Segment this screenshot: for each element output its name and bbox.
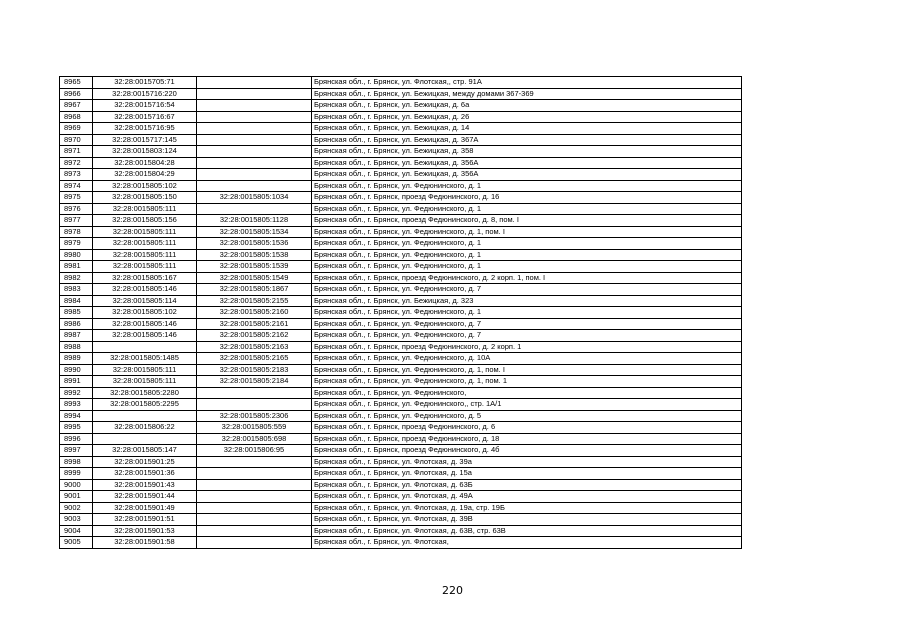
address-cell: Брянская обл., г. Брянск, ул. Федюнинского, д. 1: [312, 180, 742, 192]
address-cell: Брянская обл., г. Брянск, проезд Федюнинского, д. 2 корп. 1, пом. I: [312, 272, 742, 284]
address-cell: Брянская обл., г. Брянск, ул. Федюнинского, д. 5: [312, 410, 742, 422]
related-cadastral-number-cell: [197, 491, 312, 503]
table-row: [60, 307, 742, 319]
row-number-cell: 8997: [60, 445, 93, 457]
cadastral-number-cell: 32:28:0015901:53: [93, 525, 197, 537]
cadastral-number-cell: 32:28:0015716:220: [93, 88, 197, 100]
related-cadastral-number-cell: [197, 387, 312, 399]
table-row: [60, 169, 742, 181]
table-row: [60, 100, 742, 112]
related-cadastral-number-cell: 32:28:0015805:1867: [197, 284, 312, 296]
address-cell: Брянская обл., г. Брянск, ул. Федюнинского, д. 1: [312, 307, 742, 319]
related-cadastral-number-cell: 32:28:0015805:1534: [197, 226, 312, 238]
row-number-cell: 8984: [60, 295, 93, 307]
related-cadastral-number-cell: 32:28:0015805:2160: [197, 307, 312, 319]
related-cadastral-number-cell: [197, 180, 312, 192]
related-cadastral-number-cell: 32:28:0015805:1128: [197, 215, 312, 227]
cadastral-number-cell: 32:28:0015805:2295: [93, 399, 197, 411]
cadastral-number-cell: [93, 341, 197, 353]
row-number-cell: 8969: [60, 123, 93, 135]
cadastral-number-cell: 32:28:0015705:71: [93, 77, 197, 89]
table-row: [60, 399, 742, 411]
cadastral-number-cell: 32:28:0015805:114: [93, 295, 197, 307]
cadastral-number-cell: 32:28:0015716:95: [93, 123, 197, 135]
address-cell: Брянская обл., г. Брянск, ул. Флотская, д. 39В: [312, 514, 742, 526]
related-cadastral-number-cell: 32:28:0015805:2184: [197, 376, 312, 388]
related-cadastral-number-cell: [197, 123, 312, 135]
related-cadastral-number-cell: [197, 456, 312, 468]
row-number-cell: 8989: [60, 353, 93, 365]
address-cell: Брянская обл., г. Брянск, ул. Федюнинского, д. 7: [312, 330, 742, 342]
cadastral-number-cell: 32:28:0015716:54: [93, 100, 197, 112]
cadastral-number-cell: 32:28:0015901:25: [93, 456, 197, 468]
row-number-cell: 9003: [60, 514, 93, 526]
table-row: [60, 491, 742, 503]
cadastral-number-cell: 32:28:0015805:111: [93, 249, 197, 261]
row-number-cell: 8996: [60, 433, 93, 445]
related-cadastral-number-cell: 32:28:0015805:2161: [197, 318, 312, 330]
row-number-cell: 8973: [60, 169, 93, 181]
related-cadastral-number-cell: [197, 468, 312, 480]
cadastral-number-cell: 32:28:0015804:28: [93, 157, 197, 169]
row-number-cell: 9002: [60, 502, 93, 514]
cadastral-number-cell: 32:28:0015901:51: [93, 514, 197, 526]
related-cadastral-number-cell: 32:28:0015805:2162: [197, 330, 312, 342]
related-cadastral-number-cell: 32:28:0015805:1034: [197, 192, 312, 204]
row-number-cell: 8979: [60, 238, 93, 250]
related-cadastral-number-cell: [197, 537, 312, 549]
address-cell: Брянская обл., г. Брянск, ул. Федюнинского,, стр. 1А/1: [312, 399, 742, 411]
cadastral-number-cell: 32:28:0015805:167: [93, 272, 197, 284]
row-number-cell: 8993: [60, 399, 93, 411]
related-cadastral-number-cell: 32:28:0015805:1536: [197, 238, 312, 250]
table-row: [60, 123, 742, 135]
row-number-cell: 8981: [60, 261, 93, 273]
address-cell: Брянская обл., г. Брянск, ул. Федюнинского, д. 1: [312, 238, 742, 250]
row-number-cell: 8991: [60, 376, 93, 388]
cadastral-number-cell: [93, 410, 197, 422]
related-cadastral-number-cell: [197, 157, 312, 169]
related-cadastral-number-cell: [197, 203, 312, 215]
address-cell: Брянская обл., г. Брянск, ул. Бежицкая, д. 26: [312, 111, 742, 123]
table-row: [60, 111, 742, 123]
table-row: [60, 272, 742, 284]
row-number-cell: 8988: [60, 341, 93, 353]
cadastral-number-cell: 32:28:0015805:111: [93, 364, 197, 376]
cadastral-number-cell: [93, 433, 197, 445]
address-cell: Брянская обл., г. Брянск, ул. Бежицкая, д. 323: [312, 295, 742, 307]
related-cadastral-number-cell: 32:28:0015805:2165: [197, 353, 312, 365]
row-number-cell: 8994: [60, 410, 93, 422]
cadastral-number-cell: 32:28:0015805:111: [93, 203, 197, 215]
table-row: [60, 514, 742, 526]
registry-table-body: [60, 77, 742, 549]
table-row: [60, 468, 742, 480]
row-number-cell: 9000: [60, 479, 93, 491]
cadastral-number-cell: 32:28:0015901:43: [93, 479, 197, 491]
address-cell: Брянская обл., г. Брянск, ул. Флотская,, стр. 91А: [312, 77, 742, 89]
row-number-cell: 8965: [60, 77, 93, 89]
address-cell: Брянская обл., г. Брянск, ул. Федюнинского,: [312, 387, 742, 399]
address-cell: Брянская обл., г. Брянск, ул. Федюнинского, д. 10А: [312, 353, 742, 365]
table-row: [60, 157, 742, 169]
cadastral-number-cell: 32:28:0015805:2280: [93, 387, 197, 399]
table-row: [60, 387, 742, 399]
row-number-cell: 8999: [60, 468, 93, 480]
address-cell: Брянская обл., г. Брянск, ул. Федюнинского, д. 1, пом. I: [312, 226, 742, 238]
row-number-cell: 8987: [60, 330, 93, 342]
cadastral-number-cell: 32:28:0015901:58: [93, 537, 197, 549]
table-row: [60, 410, 742, 422]
table-row: [60, 180, 742, 192]
address-cell: Брянская обл., г. Брянск, ул. Бежицкая, д. 358: [312, 146, 742, 158]
address-cell: Брянская обл., г. Брянск, ул. Бежицкая, д. 14: [312, 123, 742, 135]
table-row: [60, 341, 742, 353]
address-cell: Брянская обл., г. Брянск, проезд Федюнинского, д. 18: [312, 433, 742, 445]
row-number-cell: 8977: [60, 215, 93, 227]
address-cell: Брянская обл., г. Брянск, ул. Флотская, д. 15а: [312, 468, 742, 480]
cadastral-number-cell: 32:28:0015805:102: [93, 307, 197, 319]
row-number-cell: 8967: [60, 100, 93, 112]
table-row: [60, 364, 742, 376]
row-number-cell: 8975: [60, 192, 93, 204]
table-row: [60, 134, 742, 146]
row-number-cell: 8966: [60, 88, 93, 100]
row-number-cell: 9001: [60, 491, 93, 503]
table-row: [60, 261, 742, 273]
table-row: [60, 318, 742, 330]
related-cadastral-number-cell: [197, 100, 312, 112]
row-number-cell: 8976: [60, 203, 93, 215]
address-cell: Брянская обл., г. Брянск, проезд Федюнинского, д. 16: [312, 192, 742, 204]
row-number-cell: 8972: [60, 157, 93, 169]
related-cadastral-number-cell: [197, 525, 312, 537]
table-row: [60, 192, 742, 204]
related-cadastral-number-cell: 32:28:0015805:2306: [197, 410, 312, 422]
address-cell: Брянская обл., г. Брянск, ул. Федюнинского, д. 1, пом. I: [312, 364, 742, 376]
row-number-cell: 8971: [60, 146, 93, 158]
row-number-cell: 8998: [60, 456, 93, 468]
related-cadastral-number-cell: [197, 399, 312, 411]
table-row: [60, 226, 742, 238]
related-cadastral-number-cell: [197, 514, 312, 526]
related-cadastral-number-cell: [197, 111, 312, 123]
table-row: [60, 249, 742, 261]
cadastral-number-cell: 32:28:0015805:111: [93, 226, 197, 238]
row-number-cell: 8995: [60, 422, 93, 434]
cadastral-number-cell: 32:28:0015803:124: [93, 146, 197, 158]
row-number-cell: 8968: [60, 111, 93, 123]
address-cell: Брянская обл., г. Брянск, проезд Федюнинского, д. 4б: [312, 445, 742, 457]
related-cadastral-number-cell: 32:28:0015805:1538: [197, 249, 312, 261]
cadastral-number-cell: 32:28:0015804:29: [93, 169, 197, 181]
table-row: [60, 77, 742, 89]
row-number-cell: 9005: [60, 537, 93, 549]
row-number-cell: 8978: [60, 226, 93, 238]
table-row: [60, 284, 742, 296]
table-row: [60, 445, 742, 457]
address-cell: Брянская обл., г. Брянск, ул. Федюнинского, д. 1, пом. 1: [312, 376, 742, 388]
cadastral-number-cell: 32:28:0015805:111: [93, 238, 197, 250]
table-row: [60, 88, 742, 100]
address-cell: Брянская обл., г. Брянск, ул. Федюнинского, д. 7: [312, 318, 742, 330]
related-cadastral-number-cell: 32:28:0015805:1549: [197, 272, 312, 284]
address-cell: Брянская обл., г. Брянск, проезд Федюнинского, д. 6: [312, 422, 742, 434]
table-row: [60, 330, 742, 342]
related-cadastral-number-cell: [197, 77, 312, 89]
cadastral-number-cell: 32:28:0015901:49: [93, 502, 197, 514]
address-cell: Брянская обл., г. Брянск, ул. Флотская, д. 39а: [312, 456, 742, 468]
cadastral-number-cell: 32:28:0015806:22: [93, 422, 197, 434]
related-cadastral-number-cell: [197, 479, 312, 491]
cadastral-number-cell: 32:28:0015901:44: [93, 491, 197, 503]
row-number-cell: 8985: [60, 307, 93, 319]
table-row: [60, 146, 742, 158]
address-cell: Брянская обл., г. Брянск, ул. Бежицкая, д. 6а: [312, 100, 742, 112]
cadastral-number-cell: 32:28:0015805:146: [93, 330, 197, 342]
related-cadastral-number-cell: 32:28:0015805:2163: [197, 341, 312, 353]
related-cadastral-number-cell: 32:28:0015806:95: [197, 445, 312, 457]
row-number-cell: 8990: [60, 364, 93, 376]
address-cell: Брянская обл., г. Брянск, ул. Флотская, д. 19а, стр. 19Б: [312, 502, 742, 514]
address-cell: Брянская обл., г. Брянск, проезд Федюнинского, д. 8, пом. I: [312, 215, 742, 227]
page-number: 220: [442, 584, 463, 597]
row-number-cell: 8986: [60, 318, 93, 330]
cadastral-number-cell: 32:28:0015901:36: [93, 468, 197, 480]
address-cell: Брянская обл., г. Брянск, ул. Флотская, д. 63Б: [312, 479, 742, 491]
row-number-cell: 8982: [60, 272, 93, 284]
cadastral-number-cell: 32:28:0015805:1485: [93, 353, 197, 365]
cadastral-number-cell: 32:28:0015805:111: [93, 261, 197, 273]
table-row: [60, 295, 742, 307]
cadastral-number-cell: 32:28:0015805:146: [93, 284, 197, 296]
address-cell: Брянская обл., г. Брянск, ул. Флотская,: [312, 537, 742, 549]
row-number-cell: 8970: [60, 134, 93, 146]
registry-table: [59, 76, 742, 549]
row-number-cell: 8980: [60, 249, 93, 261]
address-cell: Брянская обл., г. Брянск, ул. Федюнинского, д. 1: [312, 261, 742, 273]
cadastral-number-cell: 32:28:0015805:156: [93, 215, 197, 227]
row-number-cell: 9004: [60, 525, 93, 537]
related-cadastral-number-cell: 32:28:0015805:698: [197, 433, 312, 445]
table-row: [60, 422, 742, 434]
address-cell: Брянская обл., г. Брянск, ул. Флотская, д. 49А: [312, 491, 742, 503]
table-row: [60, 353, 742, 365]
cadastral-number-cell: 32:28:0015805:102: [93, 180, 197, 192]
cadastral-number-cell: 32:28:0015805:147: [93, 445, 197, 457]
row-number-cell: 8974: [60, 180, 93, 192]
table-row: [60, 215, 742, 227]
related-cadastral-number-cell: 32:28:0015805:559: [197, 422, 312, 434]
table-row: [60, 238, 742, 250]
cadastral-number-cell: 32:28:0015805:150: [93, 192, 197, 204]
table-row: [60, 525, 742, 537]
related-cadastral-number-cell: 32:28:0015805:2155: [197, 295, 312, 307]
table-row: [60, 456, 742, 468]
table-row: [60, 203, 742, 215]
cadastral-number-cell: 32:28:0015805:111: [93, 376, 197, 388]
cadastral-number-cell: 32:28:0015805:146: [93, 318, 197, 330]
row-number-cell: 8983: [60, 284, 93, 296]
table-row: [60, 479, 742, 491]
related-cadastral-number-cell: 32:28:0015805:1539: [197, 261, 312, 273]
address-cell: Брянская обл., г. Брянск, ул. Федюнинского, д. 1: [312, 249, 742, 261]
table-row: [60, 433, 742, 445]
related-cadastral-number-cell: [197, 146, 312, 158]
address-cell: Брянская обл., г. Брянск, ул. Бежицкая, д. 367А: [312, 134, 742, 146]
table-row: [60, 376, 742, 388]
related-cadastral-number-cell: [197, 88, 312, 100]
address-cell: Брянская обл., г. Брянск, проезд Федюнинского, д. 2 корп. 1: [312, 341, 742, 353]
table-row: [60, 537, 742, 549]
related-cadastral-number-cell: 32:28:0015805:2183: [197, 364, 312, 376]
cadastral-number-cell: 32:28:0015716:67: [93, 111, 197, 123]
related-cadastral-number-cell: [197, 134, 312, 146]
address-cell: Брянская обл., г. Брянск, ул. Федюнинского, д. 1: [312, 203, 742, 215]
row-number-cell: 8992: [60, 387, 93, 399]
related-cadastral-number-cell: [197, 502, 312, 514]
address-cell: Брянская обл., г. Брянск, ул. Бежицкая, д. 356А: [312, 157, 742, 169]
cadastral-number-cell: 32:28:0015717:145: [93, 134, 197, 146]
address-cell: Брянская обл., г. Брянск, ул. Федюнинского, д. 7: [312, 284, 742, 296]
address-cell: Брянская обл., г. Брянск, ул. Флотская, д. 63В, стр. 63В: [312, 525, 742, 537]
address-cell: Брянская обл., г. Брянск, ул. Бежицкая, между домами 367-369: [312, 88, 742, 100]
related-cadastral-number-cell: [197, 169, 312, 181]
table-row: [60, 502, 742, 514]
address-cell: Брянская обл., г. Брянск, ул. Бежицкая, д. 356А: [312, 169, 742, 181]
